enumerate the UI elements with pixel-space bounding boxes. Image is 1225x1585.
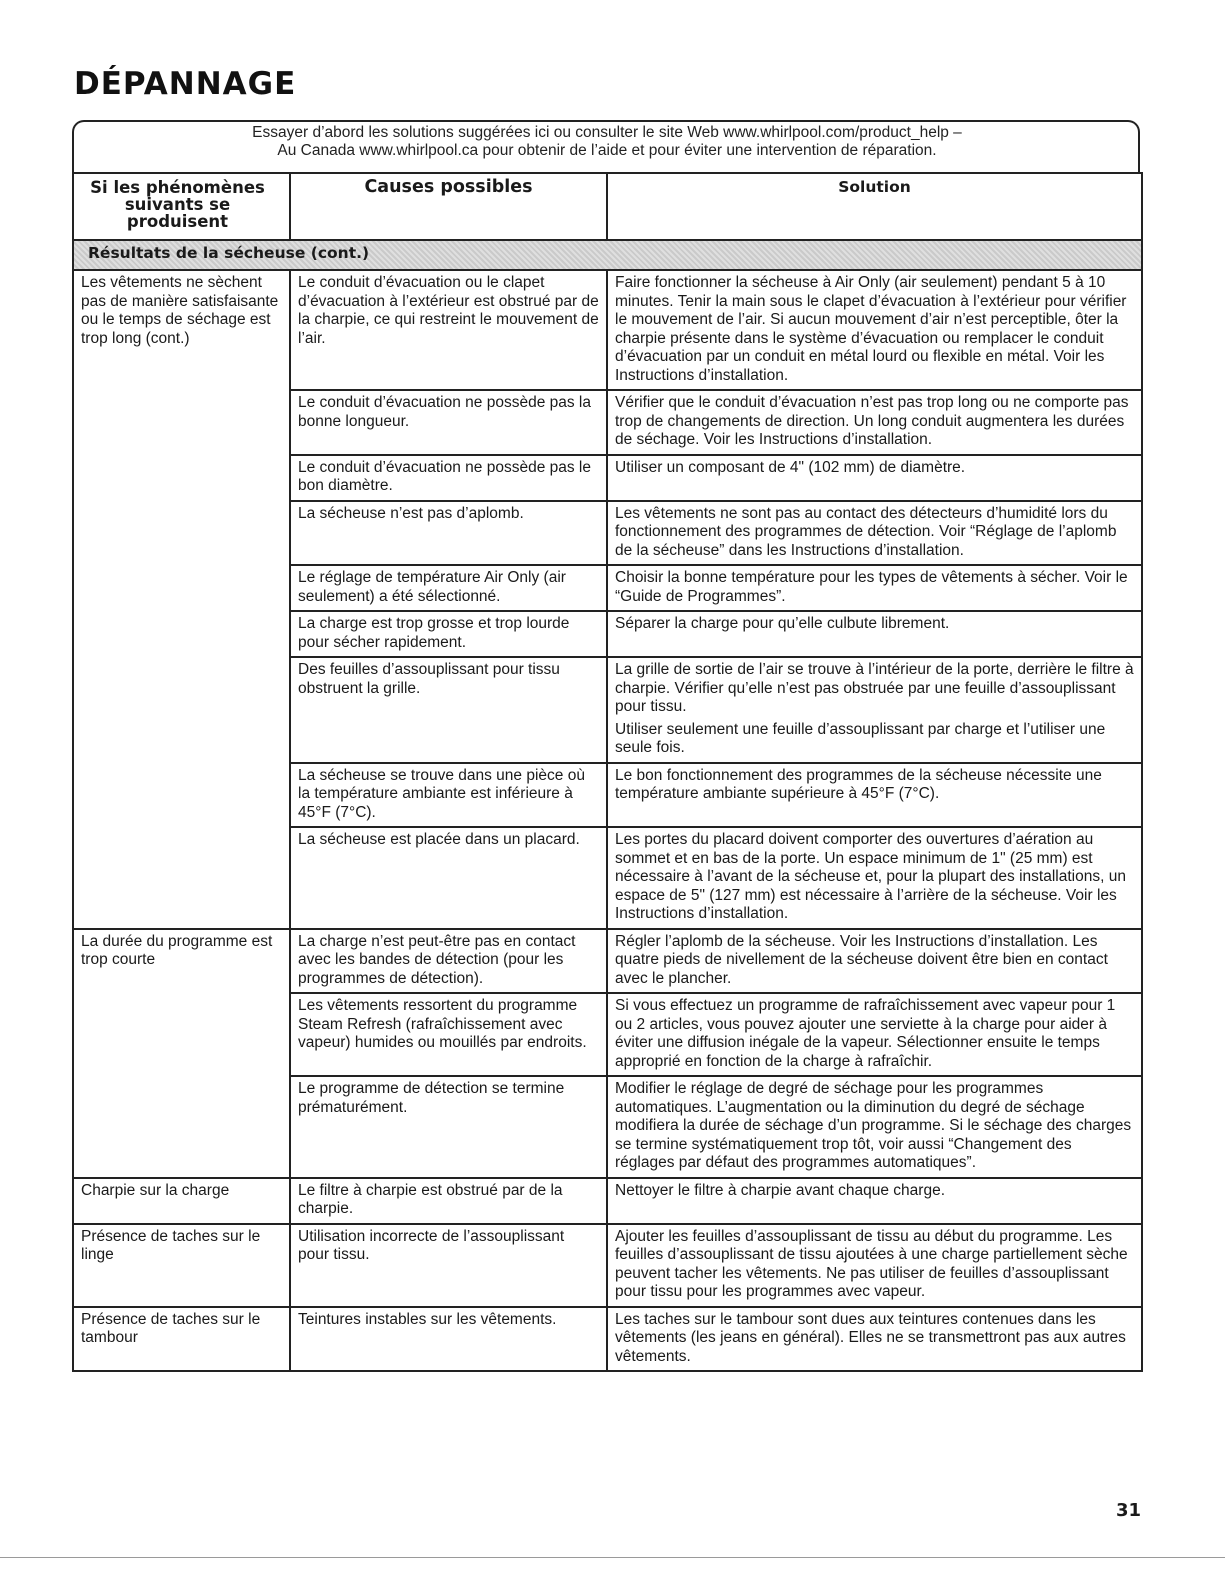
cause-cell: Le conduit d’évacuation ne possède pas le bon diamètre. [290,455,607,501]
cause-cell: La sécheuse n’est pas d’aplomb. [290,501,607,566]
solution-cell [607,827,1142,929]
cause-cell: Utilisation incorrecte de l’assouplissant pour tissu. [290,1224,607,1307]
solution-cell [607,501,1142,566]
symptom-cell: Les vêtements ne sèchent pas de manière satisfaisante ou le temps de séchage est trop long (cont.) [73,270,290,929]
cause-cell: Le filtre à charpie est obstrué par de la charpie. [290,1178,607,1224]
symptom-cell: La durée du programme est trop courte [73,929,290,1178]
solution-paragraph: Vérifier que le conduit d’évacuation n’est pas trop long ou ne comporte pas trop de changements de direction. Un long conduit augmentera les durées de séchage. Voir les Instructions d’installation. [615,394,1129,448]
cause-cell: Des feuilles d’assouplissant pour tissu obstruent la grille. [290,657,607,763]
solution-paragraph: Utiliser seulement une feuille d’assouplissant par charge et l’utiliser une seule fois. [615,720,1106,756]
cause-cell: Les vêtements ressortent du programme Steam Refresh (rafraîchissement avec vapeur) humides ou mouillés par endroits. [290,993,607,1076]
cause-cell: La charge est trop grosse et trop lourde pour sécher rapidement. [290,611,607,657]
solution-cell [607,455,1142,501]
cause-cell: La charge n’est peut-être pas en contact avec les bandes de détection (pour les programmes de détection). [290,929,607,994]
solution-cell [607,611,1142,657]
section-row [73,240,1142,270]
header-symptom: Si les phénomènes suivants se produisent [73,173,290,240]
cause-cell: La sécheuse est placée dans un placard. [290,827,607,929]
table-header-row [73,173,1142,240]
solution-paragraph: Si vous effectuez un programme de rafraîchissement avec vapeur pour 1 ou 2 articles, vous pouvez ajouter une serviette à la charge pour aider à éviter une diffusion inégale de la vapeur. Sélectionner ensuite le temps approprié en fonction de la charge à rafraîchir. [615,997,1116,1070]
cause-cell: Le programme de détection se termine prématurément. [290,1076,607,1178]
solution-cell [607,929,1142,994]
solution-paragraph: Régler l’aplomb de la sécheuse. Voir les Instructions d’installation. Les quatre pieds de nivellement de la sécheuse doivent être bien en contact avec le plancher. [615,932,1108,987]
header-solution: Solution [607,173,1142,240]
table-row [73,270,1142,390]
troubleshooting-table [72,172,1143,1372]
solution-paragraph: Les portes du placard doivent comporter des ouvertures d’aération au sommet et en bas de la porte. Un espace minimum de 1" (25 mm) est nécessaire à l’avant de la sécheuse et, pour la plupart des installations, un espace de 5" (127 mm) est nécessaire à l’arrière de la sécheuse. Voir les Instructions d’installation. [615,831,1126,922]
solution-paragraph: Ajouter les feuilles d’assouplissant de tissu au début du programme. Les feuilles d’assouplissant de tissu ajoutées à une charge partiellement sèche peuvent tacher les vêtements. Ne pas utiliser de feuilles d’assouplissant pour tissu pour les programmes avec vapeur. [615,1227,1128,1300]
cause-cell: Le conduit d’évacuation ou le clapet d’évacuation à l’extérieur est obstrué par de la charpie, ce qui restreint le mouvement de l’air. [290,270,607,390]
cause-cell: Le conduit d’évacuation ne possède pas la bonne longueur. [290,390,607,455]
symptom-cell: Présence de taches sur le linge [73,1224,290,1307]
page-number: 31 [1116,1500,1142,1521]
intro-line-2: Au Canada www.whirlpool.ca pour obtenir de l’aide et pour éviter une intervention de réparation. [277,142,937,159]
solution-paragraph: Modifier le réglage de degré de séchage pour les programmes automatiques. L’augmentation ou la diminution du degré de séchage modifiera la durée de séchage d’un programme. Si le séchage des charges se termine systématiquement trop tôt, voir aussi “Changement des réglages par défaut des programmes automatiques”. [615,1080,1132,1171]
solution-paragraph: La grille de sortie de l’air se trouve à l’intérieur de la porte, derrière le filtre à charpie. Vérifier qu’elle n’est pas obstruée par une feuille d’assouplissant pour tissu. [615,661,1134,715]
solution-paragraph: Faire fonctionner la sécheuse à Air Only (air seulement) pendant 5 à 10 minutes. Tenir la main sous le clapet d’évacuation à l’extérieur pour vérifier le mouvement de l’air. Si aucun mouvement d’air n’est perceptible, ôter la charpie présente dans le système d’évacuation ou remplacer le conduit d’évacuation par un conduit en métal lourd ou flexible en métal. Voir les Instructions d’installation. [615,274,1127,384]
solution-paragraph: Le bon fonctionnement des programmes de la sécheuse nécessite une température ambiante supérieure à 45°F (7°C). [615,766,1102,802]
solution-cell [607,1307,1142,1372]
cause-cell: Teintures instables sur les vêtements. [290,1307,607,1372]
solution-paragraph: Utiliser un composant de 4" (102 mm) de diamètre. [615,458,966,476]
solution-cell [607,390,1142,455]
cause-cell: La sécheuse se trouve dans une pièce où la température ambiante est inférieure à 45°F (7°C). [290,763,607,828]
table-row [73,1178,1142,1224]
solution-paragraph: Nettoyer le filtre à charpie avant chaque charge. [615,1181,945,1199]
symptom-cell: Présence de taches sur le tambour [73,1307,290,1372]
solution-cell [607,993,1142,1076]
header-cause: Causes possibles [290,173,607,240]
solution-cell [607,270,1142,390]
symptom-cell: Charpie sur la charge [73,1178,290,1224]
solution-paragraph: Les vêtements ne sont pas au contact des détecteurs d’humidité lors du fonctionnement des programmes de détection. Voir “Réglage de l’aplomb de la sécheuse” dans les Instructions d’installation. [615,504,1117,559]
section-title: Résultats de la sécheuse (cont.) [88,244,370,262]
solution-cell [607,1076,1142,1178]
cause-cell: Le réglage de température Air Only (air seulement) a été sélectionné. [290,565,607,611]
solution-paragraph: Séparer la charge pour qu’elle culbute librement. [615,615,950,632]
solution-cell [607,1224,1142,1307]
table-row [73,1224,1142,1307]
solution-cell [607,1178,1142,1224]
solution-cell [607,763,1142,828]
solution-paragraph: Choisir la bonne température pour les types de vêtements à sécher. Voir le “Guide de Programmes”. [615,569,1128,605]
table-body [73,240,1142,1371]
table-row [73,1307,1142,1372]
intro-line-1: Essayer d’abord les solutions suggérées ici ou consulter le site Web www.whirlpool.com/product_help – [252,124,962,141]
table-row [73,929,1142,994]
solution-paragraph: Les taches sur le tambour sont dues aux teintures contenues dans les vêtements (les jeans en général). Elles ne se transmettront pas aux autres vêtements. [615,1310,1126,1365]
solution-cell [607,565,1142,611]
solution-cell [607,657,1142,763]
bottom-rule [0,1557,1225,1558]
intro-text [74,124,1140,160]
section-cell [73,240,1142,270]
page-title: DÉPANNAGE [74,66,297,102]
